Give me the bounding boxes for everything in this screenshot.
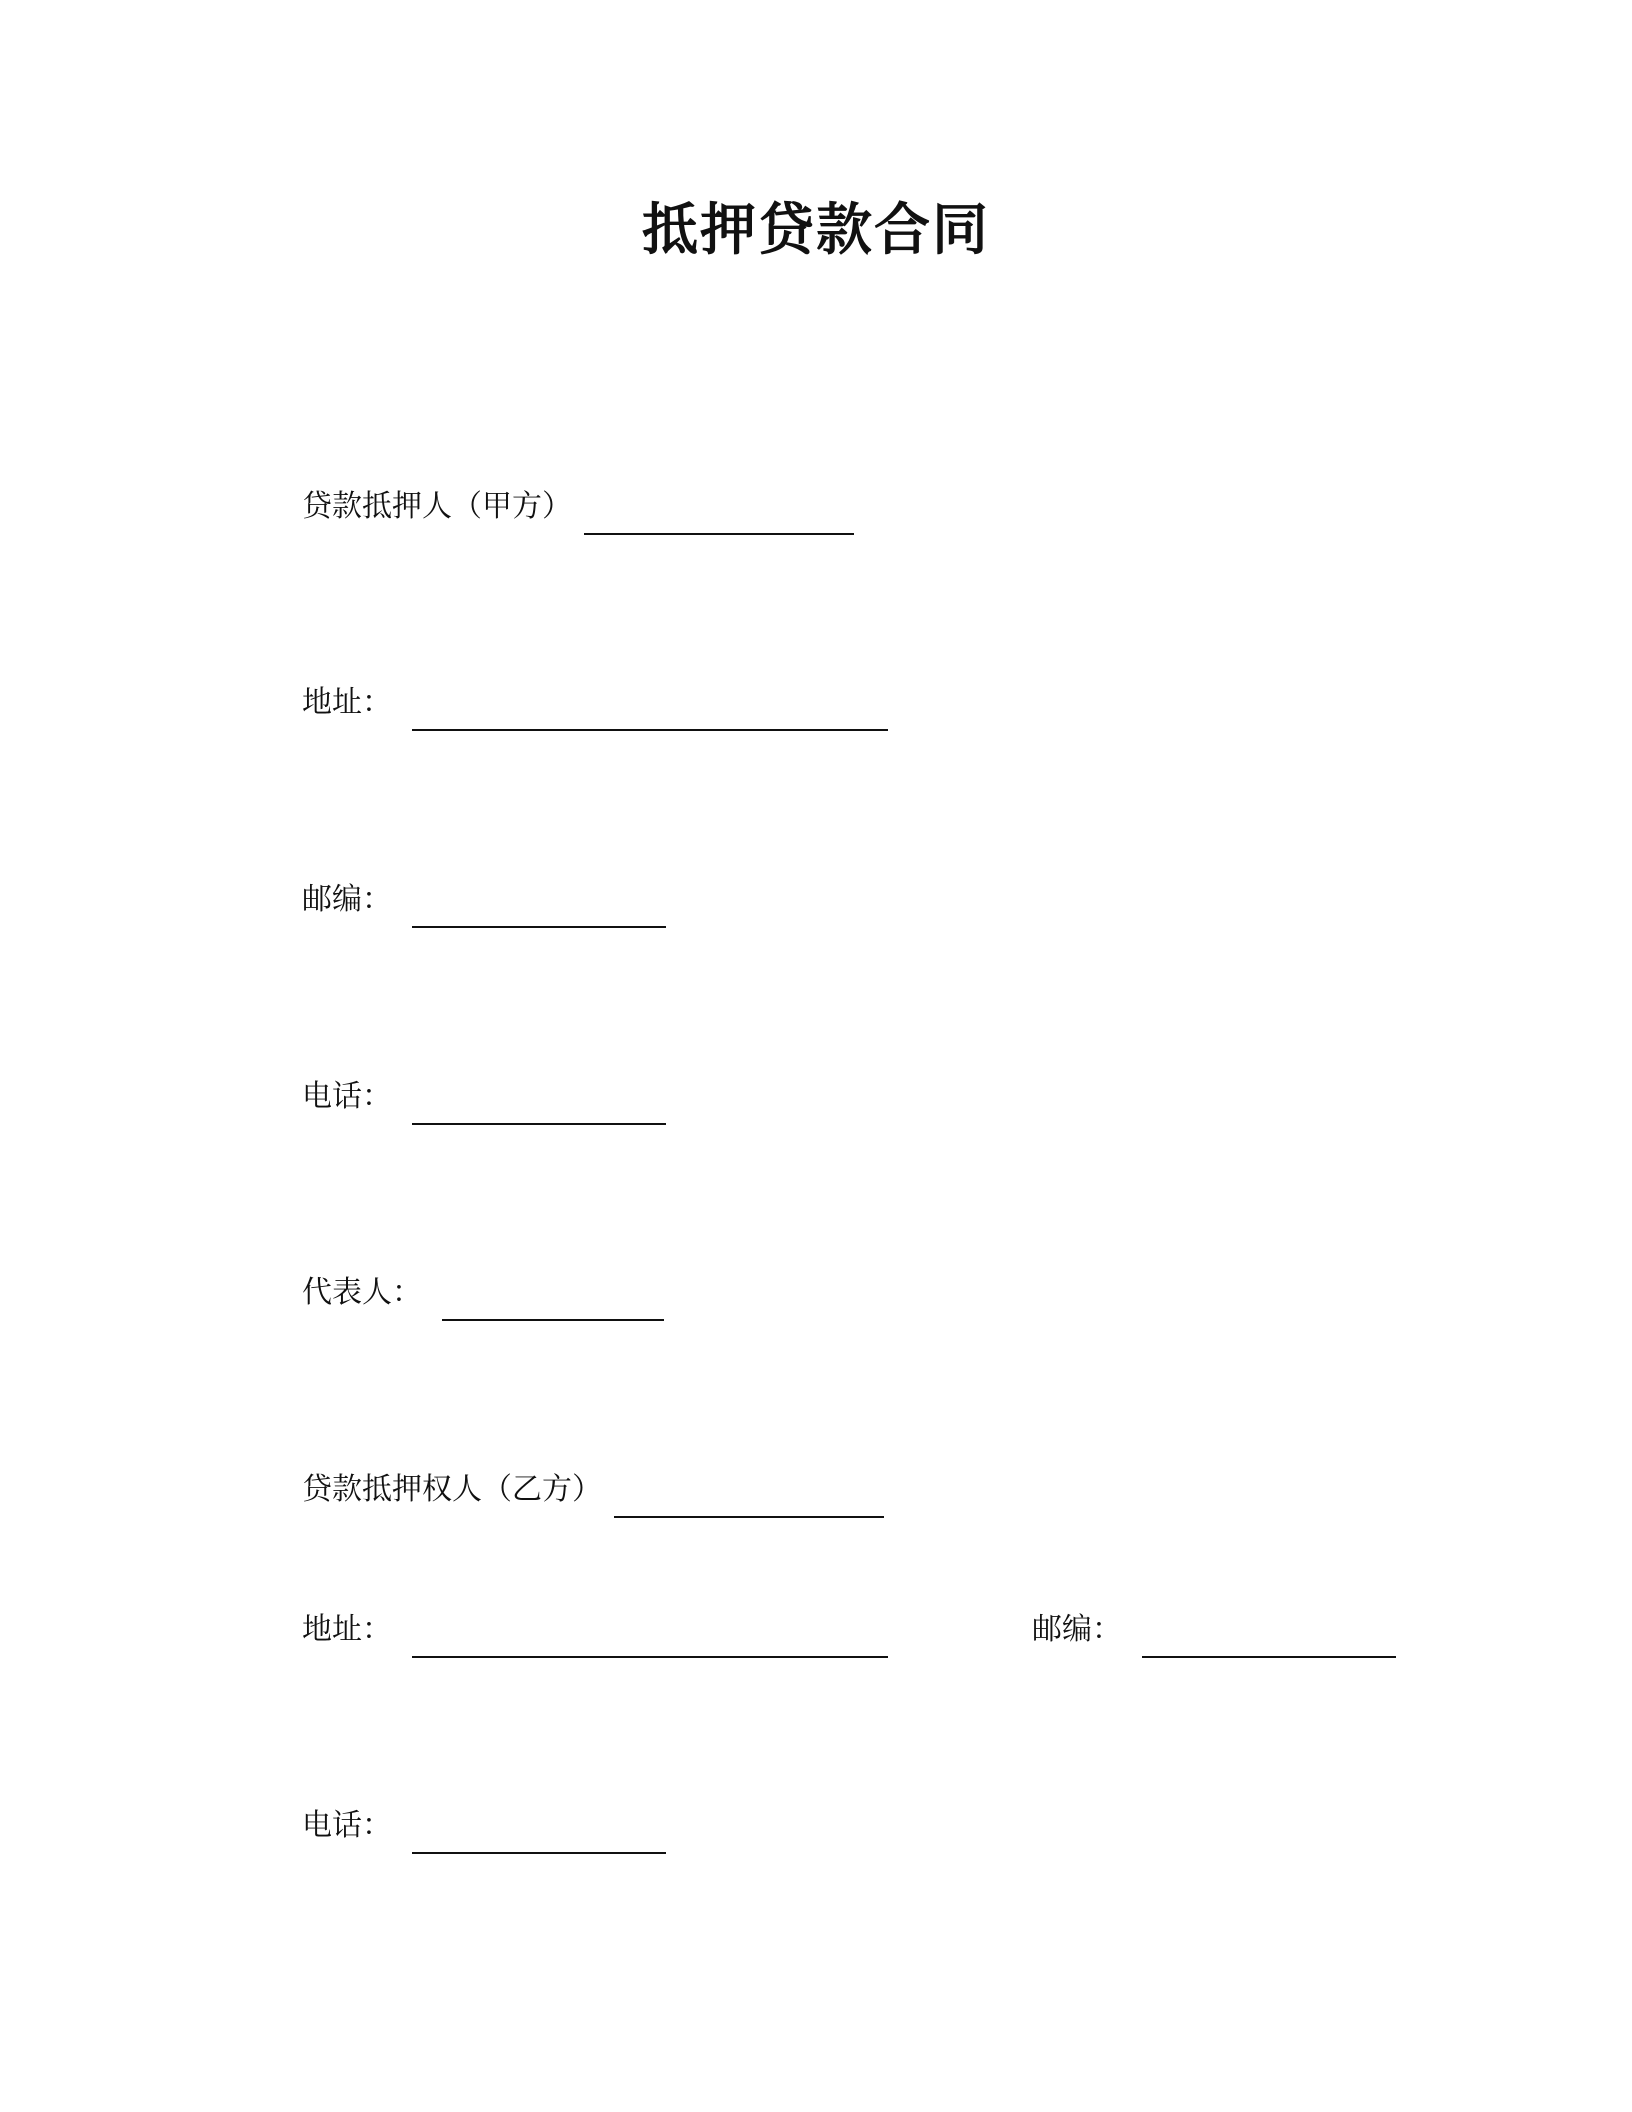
mortgagee-address-field: [302, 1610, 888, 1650]
mortgagor-postcode-field: [302, 880, 666, 920]
document-title: 抵押贷款合同: [642, 198, 990, 263]
mortgagee-postcode-field: [1032, 1610, 1396, 1650]
mortgagee-phone-label: 电话：: [302, 1808, 392, 1843]
mortgagor-phone-label: 电话：: [302, 1079, 392, 1114]
mortgagee-blank-line[interactable]: [614, 1516, 884, 1518]
mortgagee-label: 贷款抵押权人（乙方）: [302, 1472, 602, 1507]
mortgagor-blank-line[interactable]: [584, 533, 854, 535]
representative-field: [302, 1273, 664, 1313]
representative-blank-line[interactable]: [442, 1319, 664, 1321]
mortgagee-address-blank-line[interactable]: [412, 1656, 888, 1658]
mortgagor-field: [302, 487, 854, 527]
mortgagor-label: 贷款抵押人（甲方）: [302, 489, 572, 524]
mortgagee-phone-field: [302, 1806, 666, 1846]
mortgagor-address-blank-line[interactable]: [412, 729, 888, 731]
mortgagor-postcode-label: 邮编：: [302, 882, 392, 917]
mortgagee-phone-blank-line[interactable]: [412, 1852, 666, 1854]
mortgagee-postcode-blank-line[interactable]: [1142, 1656, 1396, 1658]
representative-label: 代表人：: [302, 1275, 422, 1310]
mortgagee-field: [302, 1470, 884, 1510]
mortgagor-address-field: [302, 683, 888, 723]
mortgagor-phone-blank-line[interactable]: [412, 1123, 666, 1125]
mortgagor-postcode-blank-line[interactable]: [412, 926, 666, 928]
mortgagee-address-label: 地址：: [302, 1612, 392, 1647]
mortgagor-phone-field: [302, 1077, 666, 1117]
mortgagor-address-label: 地址：: [302, 685, 392, 720]
mortgagee-postcode-label: 邮编：: [1032, 1612, 1122, 1647]
